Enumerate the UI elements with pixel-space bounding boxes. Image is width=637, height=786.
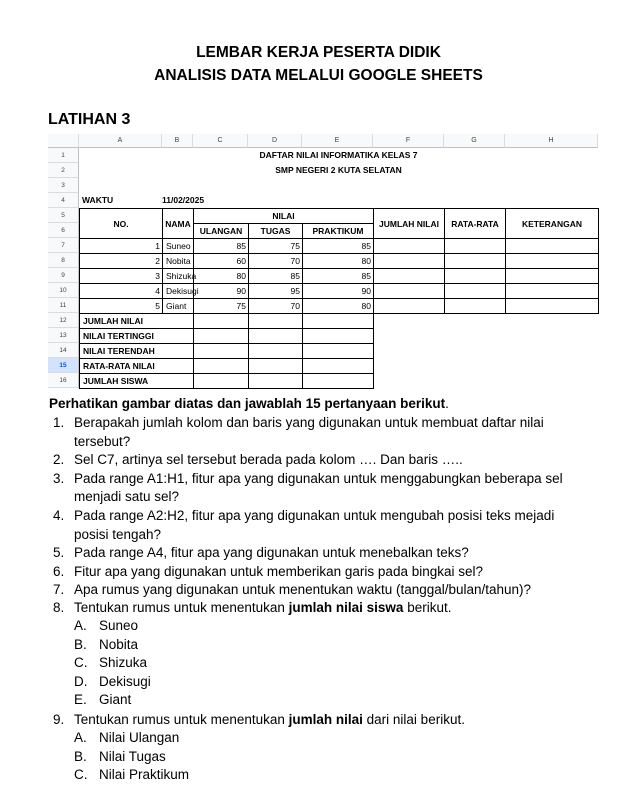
question-number: 5.: [53, 545, 65, 561]
summary-label: NILAI TERENDAH: [79, 343, 194, 359]
option-letter: A.: [74, 618, 87, 633]
question-text-line: Pada range A1:H1, fitur apa yang digunakan untuk menggabungkan beberapa sel: [74, 470, 563, 486]
row-header: 13: [48, 328, 79, 343]
summary-cell: [248, 358, 303, 374]
question-1: [0, 414, 637, 451]
q9-text-post: dari nilai berikut.: [362, 712, 465, 727]
question-text-line: Berapakah jumlah kolom dan baris yang digunakan untuk membuat daftar nilai: [74, 415, 544, 430]
row-header: 10: [48, 283, 79, 298]
question-number: 3.: [53, 470, 65, 486]
cell-tugas: 70: [248, 298, 303, 314]
cell-ulangan: 85: [193, 238, 249, 254]
row-header: 6: [48, 223, 79, 238]
summary-cell: [302, 328, 374, 344]
option-letter: E.: [74, 692, 87, 708]
table-title: DAFTAR NILAI INFORMATIKA KELAS 7: [259, 150, 418, 160]
document-title: LEMBAR KERJA PESERTA DIDIK: [196, 44, 441, 61]
cell-jumlah: [373, 253, 445, 269]
q8-text-bold: jumlah nilai siswa: [288, 600, 404, 615]
question-text: [74, 599, 604, 618]
row-header: 11: [48, 298, 79, 313]
cell-tugas: 95: [248, 283, 303, 299]
cell-praktikum: 80: [302, 253, 374, 269]
cell-nama: Giant: [162, 298, 194, 314]
row-header: 14: [48, 343, 79, 358]
question-text: [74, 711, 604, 730]
q9-text-pre: Tentukan rumus untuk menentukan: [74, 712, 289, 727]
cell-rata: [444, 283, 506, 299]
option-text: Nilai Tugas: [99, 748, 166, 764]
cell-no: 1: [79, 238, 163, 254]
row-header: 3: [48, 178, 79, 193]
summary-cell: [302, 358, 374, 374]
cell-ulangan: 75: [193, 298, 249, 314]
question-text-line: Pada range A4, fitur apa yang digunakan untuk menebalkan teks?: [74, 545, 469, 561]
question-text-line: Sel C7, artinya sel tersebut berada pada kolom …. Dan baris …..: [74, 452, 463, 468]
table-subtitle: SMP NEGERI 2 KUTA SELATAN: [275, 165, 402, 175]
column-header: E: [302, 134, 373, 148]
option-text: Dekisugi: [99, 673, 151, 689]
header-nama: NAMA: [162, 208, 194, 239]
row-header: 12: [48, 313, 79, 328]
column-header: F: [373, 134, 444, 148]
summary-label: NILAI TERTINGGI: [79, 328, 194, 344]
summary-cell: [302, 343, 374, 359]
option-text: Nilai Praktikum: [99, 767, 190, 783]
option-item: [0, 692, 637, 711]
cell-no: 4: [79, 283, 163, 299]
cell-ulangan: 90: [193, 283, 249, 299]
question-number: 8.: [53, 600, 65, 615]
cell-tugas: 75: [248, 238, 303, 254]
cell-nama: Suneo: [162, 238, 194, 254]
cell-keterangan: [505, 253, 599, 269]
cell-tugas: 85: [248, 268, 303, 284]
cell-nama: Nobita: [162, 253, 194, 269]
document-subtitle: ANALISIS DATA MELALUI GOOGLE SHEETS: [154, 67, 483, 84]
option-text: Giant: [99, 692, 132, 708]
summary-cell: [248, 328, 303, 344]
cell-ulangan: 80: [193, 268, 249, 284]
summary-cell: [193, 313, 249, 329]
header-praktikum: PRAKTIKUM: [302, 223, 374, 239]
header-tugas: TUGAS: [248, 223, 303, 239]
header-no: NO.: [79, 208, 163, 239]
row-header: 16: [48, 373, 79, 388]
sheet-corner: [48, 134, 79, 148]
cell-keterangan: [505, 298, 599, 314]
q8-text-pre: Tentukan rumus untuk menentukan: [74, 600, 289, 615]
q8-text-post: berikut.: [403, 600, 452, 615]
option-letter: C.: [74, 655, 88, 671]
option-item: [0, 618, 637, 637]
summary-cell: [248, 343, 303, 359]
summary-label: JUMLAH NILAI: [79, 313, 194, 329]
column-header: D: [248, 134, 302, 148]
column-header: H: [505, 134, 598, 148]
cell-jumlah: [373, 268, 445, 284]
option-item: [0, 749, 637, 768]
cell-keterangan: [505, 283, 599, 299]
option-item: [0, 637, 637, 656]
row-header: 1: [48, 148, 79, 163]
header-jumlah-nilai: JUMLAH NILAI: [373, 208, 445, 239]
option-text: Nilai Ulangan: [99, 730, 180, 745]
q9-text-bold: jumlah nilai: [288, 712, 363, 727]
question-6: [0, 563, 637, 582]
summary-label: JUMLAH SISWA: [79, 373, 194, 389]
waktu-value: 11/02/2025: [162, 195, 205, 205]
question-4: [0, 507, 637, 544]
spreadsheet-image: [48, 134, 598, 388]
summary-cell: [193, 343, 249, 359]
cell-keterangan: [505, 268, 599, 284]
cell-no: 5: [79, 298, 163, 314]
question-7: [0, 581, 637, 600]
cell-praktikum: 85: [302, 238, 374, 254]
question-number: 7.: [53, 582, 65, 598]
option-item: [0, 767, 637, 786]
cell-no: 2: [79, 253, 163, 269]
cell-ulangan: 60: [193, 253, 249, 269]
option-letter: B.: [74, 748, 87, 764]
row-header: 7: [48, 238, 79, 253]
waktu-label: WAKTU: [82, 195, 114, 205]
column-header: C: [193, 134, 248, 148]
row-header: 2: [48, 163, 79, 178]
cell-praktikum: 85: [302, 268, 374, 284]
header-keterangan: KETERANGAN: [505, 208, 599, 239]
summary-cell: [248, 313, 303, 329]
cell-no: 3: [79, 268, 163, 284]
row-header: 9: [48, 268, 79, 283]
option-letter: B.: [74, 636, 87, 652]
question-text-line: menjadi satu sel?: [74, 489, 180, 505]
option-text: Shizuka: [99, 655, 148, 671]
question-2: [0, 451, 637, 470]
question-text-line: tersebut?: [74, 433, 131, 449]
row-header: 15: [48, 358, 79, 373]
option-letter: A.: [74, 730, 87, 745]
question-5: [0, 544, 637, 563]
summary-cell: [193, 358, 249, 374]
instructions: [49, 396, 449, 411]
header-rata-rata: RATA-RATA: [444, 208, 506, 239]
cell-nama: Dekisugi: [162, 283, 194, 299]
header-nilai: NILAI: [193, 208, 374, 224]
section-heading: LATIHAN 3: [48, 111, 131, 128]
cell-rata: [444, 268, 506, 284]
question-text-line: posisi tengah?: [74, 526, 162, 542]
option-text: Nobita: [99, 636, 139, 652]
question-text-line: Fitur apa yang digunakan untuk memberikan garis pada bingkai sel?: [74, 563, 484, 579]
question-text-line: Apa rumus yang digunakan untuk menentukan waktu (tanggal/bulan/tahun)?: [74, 582, 532, 598]
cell-jumlah: [373, 238, 445, 254]
option-item: [0, 730, 637, 749]
cell-keterangan: [505, 238, 599, 254]
cell-rata: [444, 298, 506, 314]
summary-cell: [302, 373, 374, 389]
summary-cell: [193, 328, 249, 344]
question-text-line: Pada range A2:H2, fitur apa yang digunakan untuk mengubah posisi teks mejadi: [74, 508, 555, 523]
row-header: 8: [48, 253, 79, 268]
cell-rata: [444, 238, 506, 254]
instructions-bold: Perhatikan gambar diatas dan jawablah 15 pertanyaan berikut: [49, 396, 446, 411]
cell-rata: [444, 253, 506, 269]
option-letter: D.: [74, 673, 88, 689]
row-header: 5: [48, 208, 79, 223]
summary-cell: [193, 373, 249, 389]
option-text: Suneo: [99, 618, 139, 633]
header-ulangan: ULANGAN: [193, 223, 249, 239]
column-header: B: [162, 134, 193, 148]
question-number: 2.: [53, 452, 65, 468]
cell-praktikum: 80: [302, 298, 374, 314]
question-number: 4.: [53, 508, 65, 523]
cell-tugas: 70: [248, 253, 303, 269]
option-item: [0, 674, 637, 693]
summary-label: RATA-RATA NILAI: [79, 358, 194, 374]
column-header: A: [79, 134, 162, 148]
column-header: G: [444, 134, 505, 148]
question-3: [0, 470, 637, 507]
option-letter: C.: [74, 767, 88, 783]
row-header: 4: [48, 193, 79, 208]
cell-jumlah: [373, 298, 445, 314]
summary-cell: [302, 313, 374, 329]
cell-praktikum: 90: [302, 283, 374, 299]
cell-jumlah: [373, 283, 445, 299]
cell-nama: Shizuka: [162, 268, 194, 284]
question-number: 9.: [53, 712, 65, 727]
option-item: [0, 655, 637, 674]
question-number: 1.: [53, 415, 65, 430]
summary-cell: [248, 373, 303, 389]
question-number: 6.: [53, 563, 65, 579]
instructions-end: .: [445, 396, 449, 411]
